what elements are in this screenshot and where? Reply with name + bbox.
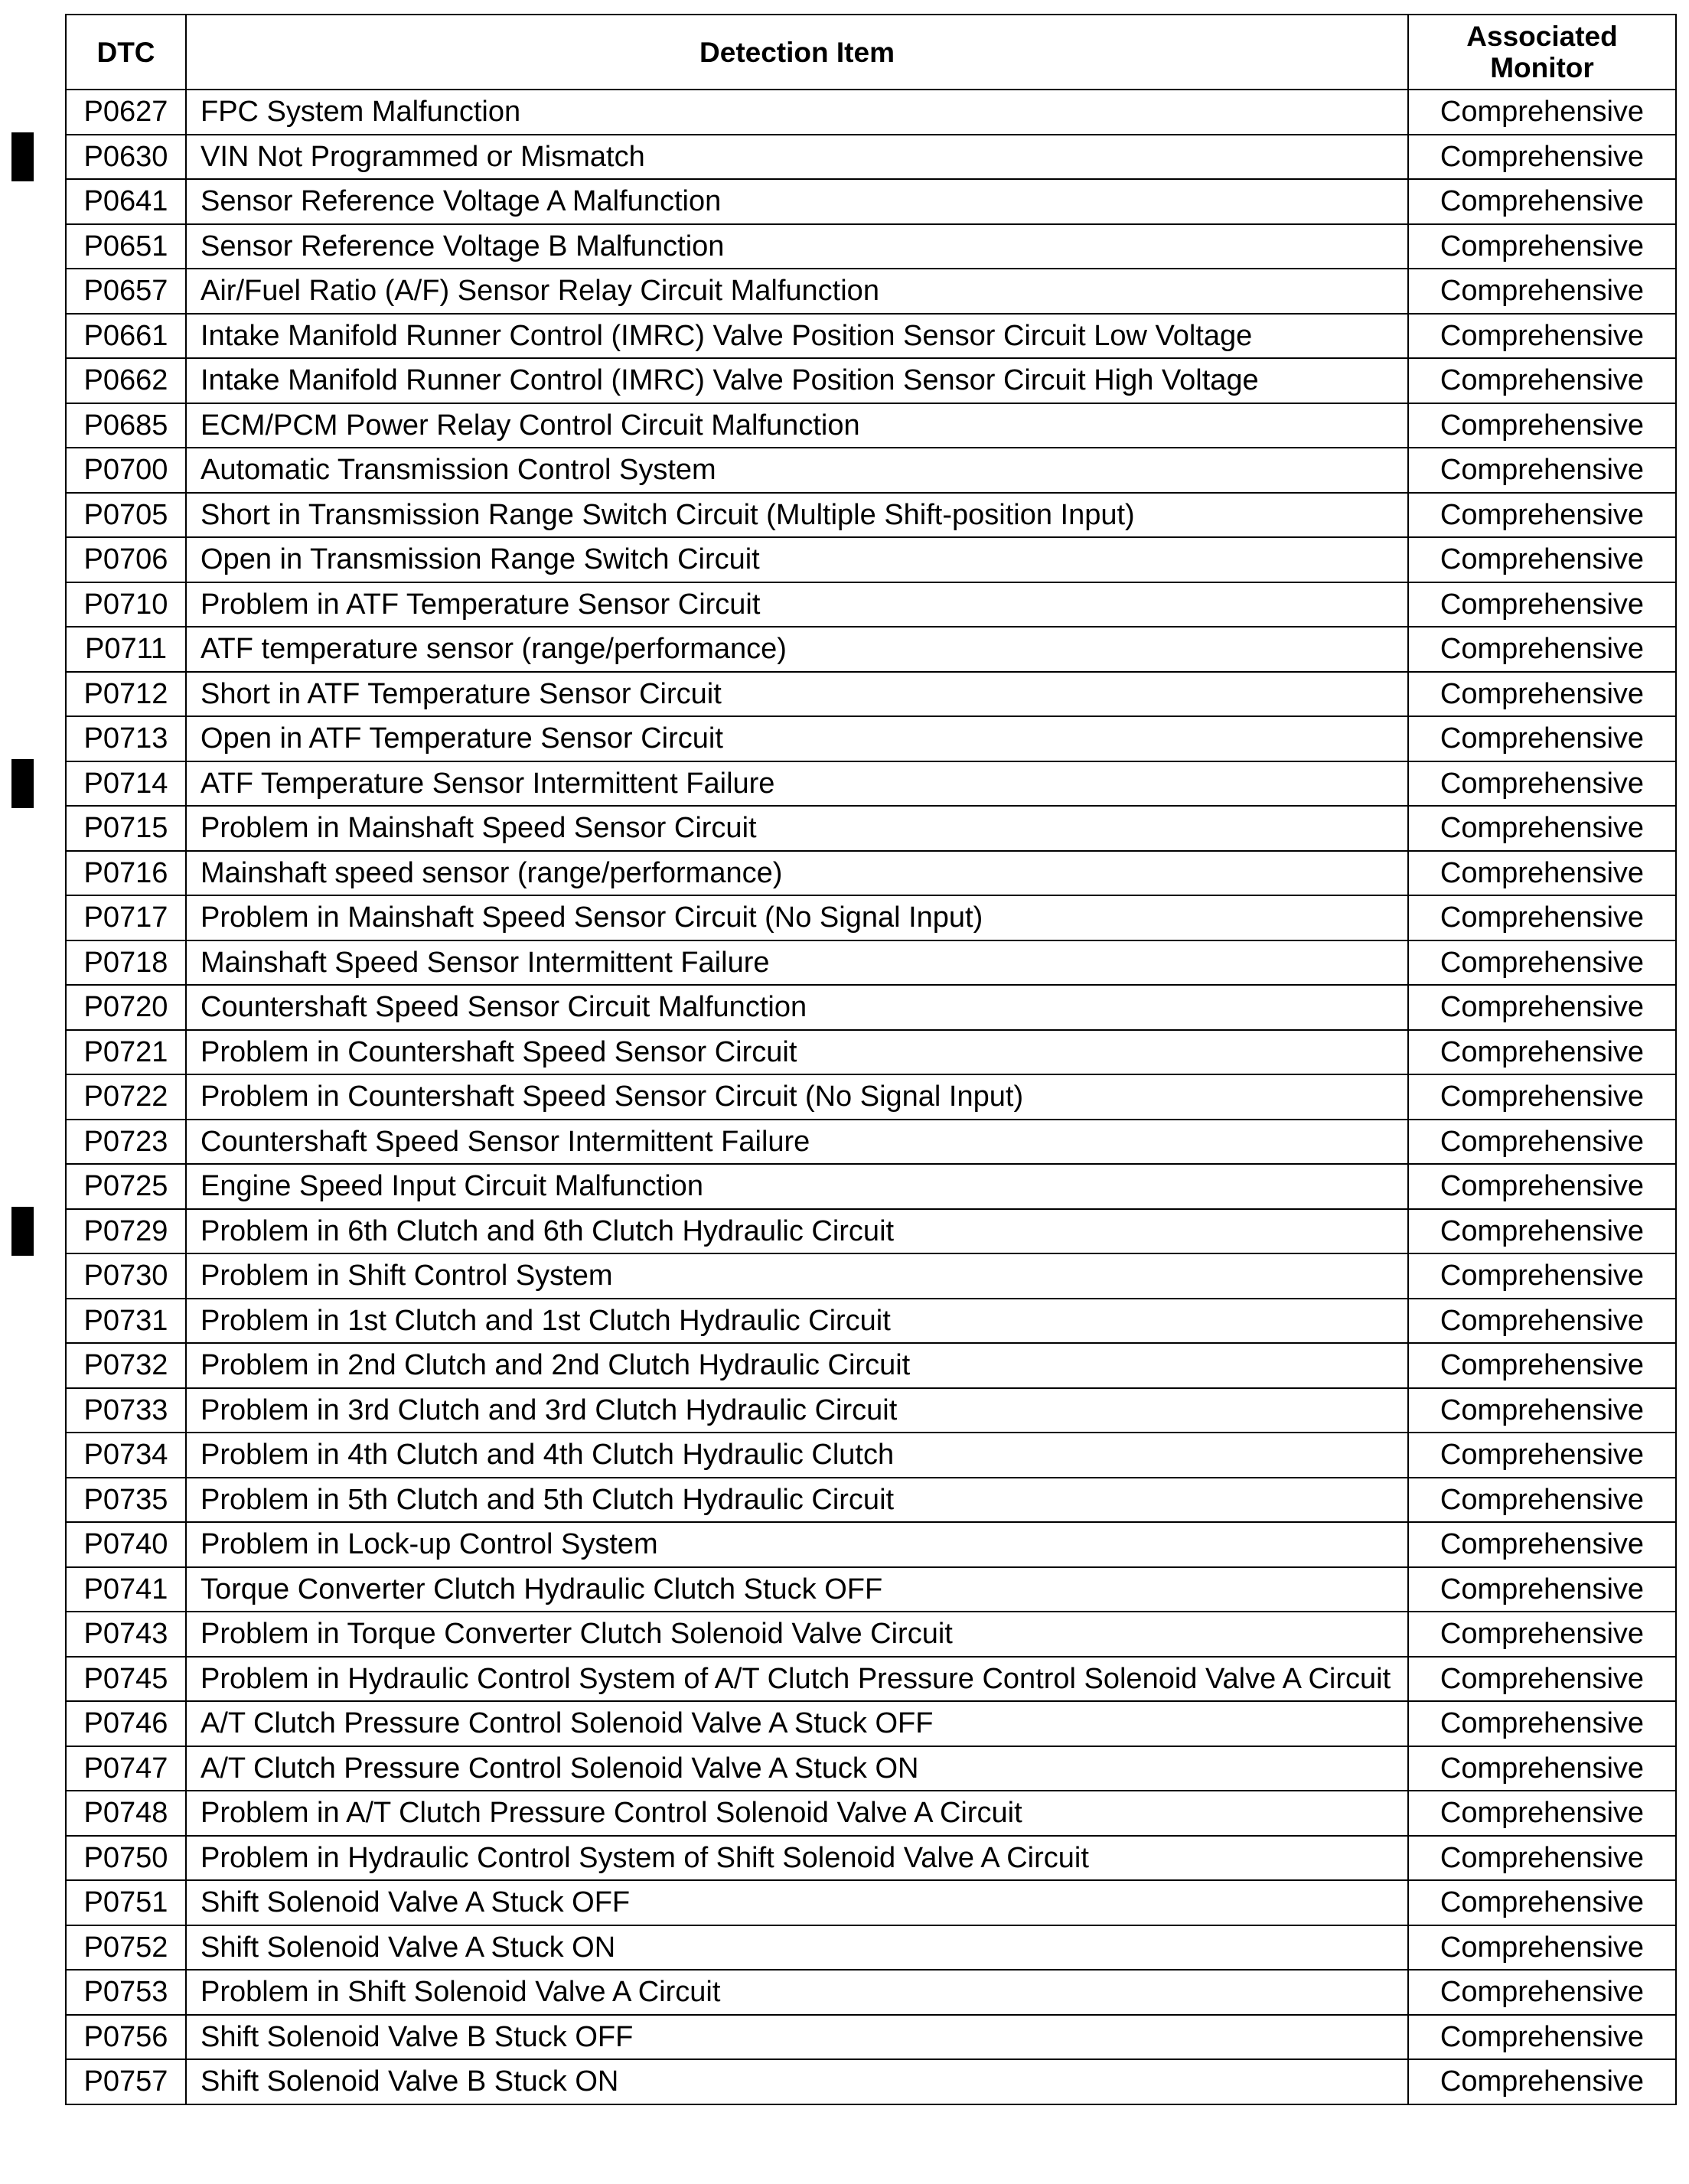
dtc-code: P0717 [66,895,186,940]
detection-item: Sensor Reference Voltage B Malfunction [186,224,1408,269]
associated-monitor: Comprehensive [1408,1522,1676,1567]
associated-monitor: Comprehensive [1408,940,1676,986]
dtc-code: P0657 [66,269,186,314]
dtc-code: P0720 [66,985,186,1030]
dtc-code: P0710 [66,582,186,627]
associated-monitor: Comprehensive [1408,1478,1676,1523]
dtc-code: P0662 [66,358,186,403]
table-row [66,1701,1676,1746]
associated-monitor: Comprehensive [1408,314,1676,359]
dtc-code: P0732 [66,1343,186,1388]
dtc-code: P0716 [66,851,186,896]
table-row [66,940,1676,986]
detection-item: FPC System Malfunction [186,90,1408,135]
dtc-code: P0725 [66,1164,186,1209]
detection-item: Short in ATF Temperature Sensor Circuit [186,672,1408,717]
table-row [66,1164,1676,1209]
associated-monitor: Comprehensive [1408,269,1676,314]
associated-monitor: Comprehensive [1408,1657,1676,1702]
detection-item: Shift Solenoid Valve B Stuck OFF [186,2015,1408,2060]
associated-monitor: Comprehensive [1408,582,1676,627]
detection-item: Problem in Lock-up Control System [186,1522,1408,1567]
table-row [66,135,1676,180]
revision-change-bar [11,1207,34,1256]
detection-item: Open in ATF Temperature Sensor Circuit [186,716,1408,761]
table-row [66,1433,1676,1478]
detection-item: Problem in 5th Clutch and 5th Clutch Hydraulic Circuit [186,1478,1408,1523]
dtc-code: P0747 [66,1746,186,1791]
dtc-code: P0731 [66,1299,186,1344]
associated-monitor: Comprehensive [1408,851,1676,896]
detection-item: Problem in 1st Clutch and 1st Clutch Hydraulic Circuit [186,1299,1408,1344]
table-row [66,403,1676,448]
detection-item: Problem in ATF Temperature Sensor Circuit [186,582,1408,627]
dtc-code: P0685 [66,403,186,448]
table-row [66,179,1676,224]
header-row [66,15,1676,90]
detection-item: Countershaft Speed Sensor Circuit Malfunction [186,985,1408,1030]
table-row [66,1388,1676,1433]
associated-monitor: Comprehensive [1408,1164,1676,1209]
dtc-code: P0757 [66,2059,186,2104]
detection-item: Short in Transmission Range Switch Circuit (Multiple Shift-position Input) [186,493,1408,538]
detection-item: Automatic Transmission Control System [186,448,1408,493]
table-row [66,314,1676,359]
table-row [66,1567,1676,1612]
detection-item: Problem in 4th Clutch and 4th Clutch Hydraulic Clutch [186,1433,1408,1478]
dtc-code: P0722 [66,1074,186,1120]
detection-item: Problem in Mainshaft Speed Sensor Circuit [186,806,1408,851]
dtc-code: P0734 [66,1433,186,1478]
table-row [66,1522,1676,1567]
detection-item: ECM/PCM Power Relay Control Circuit Malfunction [186,403,1408,448]
associated-monitor: Comprehensive [1408,1030,1676,1075]
table-row [66,1925,1676,1970]
dtc-code: P0753 [66,1970,186,2015]
detection-item: Shift Solenoid Valve A Stuck ON [186,1925,1408,1970]
detection-item: ATF Temperature Sensor Intermittent Failure [186,761,1408,807]
associated-monitor: Comprehensive [1408,1209,1676,1254]
dtc-code: P0630 [66,135,186,180]
dtc-code: P0735 [66,1478,186,1523]
detection-item: Mainshaft speed sensor (range/performance) [186,851,1408,896]
table-row [66,1612,1676,1657]
dtc-code: P0752 [66,1925,186,1970]
detection-item: Air/Fuel Ratio (A/F) Sensor Relay Circuit Malfunction [186,269,1408,314]
detection-item: Problem in 3rd Clutch and 3rd Clutch Hydraulic Circuit [186,1388,1408,1433]
detection-item: Shift Solenoid Valve A Stuck OFF [186,1880,1408,1925]
detection-item: Sensor Reference Voltage A Malfunction [186,179,1408,224]
header-detection-item: Detection Item [186,15,1408,90]
associated-monitor: Comprehensive [1408,1612,1676,1657]
table-row [66,537,1676,582]
associated-monitor: Comprehensive [1408,1746,1676,1791]
table-row [66,806,1676,851]
associated-monitor: Comprehensive [1408,2015,1676,2060]
table-row [66,851,1676,896]
dtc-code: P0745 [66,1657,186,1702]
table-row [66,627,1676,672]
associated-monitor: Comprehensive [1408,1253,1676,1299]
detection-item: Problem in Hydraulic Control System of Shift Solenoid Valve A Circuit [186,1836,1408,1881]
associated-monitor: Comprehensive [1408,537,1676,582]
detection-item: Problem in Mainshaft Speed Sensor Circuit (No Signal Input) [186,895,1408,940]
table-row [66,1478,1676,1523]
table-body [66,90,1676,2104]
table-row [66,224,1676,269]
detection-item: Problem in Hydraulic Control System of A/T Clutch Pressure Control Solenoid Valve A Circuit [186,1657,1408,1702]
associated-monitor: Comprehensive [1408,403,1676,448]
table-row [66,1791,1676,1836]
associated-monitor: Comprehensive [1408,806,1676,851]
associated-monitor: Comprehensive [1408,1791,1676,1836]
associated-monitor: Comprehensive [1408,1120,1676,1165]
table-row [66,2015,1676,2060]
dtc-code: P0706 [66,537,186,582]
detection-item: Problem in Countershaft Speed Sensor Circuit (No Signal Input) [186,1074,1408,1120]
table-row [66,761,1676,807]
dtc-code: P0627 [66,90,186,135]
dtc-code: P0741 [66,1567,186,1612]
table-row [66,672,1676,717]
table-row [66,1836,1676,1881]
table-row [66,1074,1676,1120]
table-row [66,1253,1676,1299]
dtc-code: P0715 [66,806,186,851]
dtc-code: P0730 [66,1253,186,1299]
table-row [66,716,1676,761]
table-row [66,1209,1676,1254]
dtc-code: P0705 [66,493,186,538]
associated-monitor: Comprehensive [1408,1388,1676,1433]
table-row [66,493,1676,538]
associated-monitor: Comprehensive [1408,358,1676,403]
table-row [66,985,1676,1030]
associated-monitor: Comprehensive [1408,1567,1676,1612]
dtc-code: P0712 [66,672,186,717]
dtc-code: P0713 [66,716,186,761]
revision-change-bar [11,759,34,808]
dtc-code: P0740 [66,1522,186,1567]
detection-item: Engine Speed Input Circuit Malfunction [186,1164,1408,1209]
table-row [66,1030,1676,1075]
associated-monitor: Comprehensive [1408,761,1676,807]
dtc-code: P0746 [66,1701,186,1746]
header-dtc: DTC [66,15,186,90]
header-associated-monitor [1408,15,1676,90]
detection-item: Torque Converter Clutch Hydraulic Clutch Stuck OFF [186,1567,1408,1612]
associated-monitor: Comprehensive [1408,90,1676,135]
table-row [66,2059,1676,2104]
dtc-code: P0700 [66,448,186,493]
dtc-code: P0751 [66,1880,186,1925]
associated-monitor: Comprehensive [1408,1433,1676,1478]
detection-item: Intake Manifold Runner Control (IMRC) Valve Position Sensor Circuit High Voltage [186,358,1408,403]
associated-monitor: Comprehensive [1408,1836,1676,1881]
table-row [66,448,1676,493]
table-row [66,358,1676,403]
table-header [66,15,1676,90]
table-row [66,1746,1676,1791]
table-row [66,90,1676,135]
associated-monitor: Comprehensive [1408,1074,1676,1120]
dtc-code: P0748 [66,1791,186,1836]
detection-item: Problem in Torque Converter Clutch Solenoid Valve Circuit [186,1612,1408,1657]
associated-monitor: Comprehensive [1408,672,1676,717]
header-monitor-line1: Associated [1466,21,1618,52]
associated-monitor: Comprehensive [1408,1299,1676,1344]
dtc-code: P0723 [66,1120,186,1165]
table-row [66,1299,1676,1344]
associated-monitor: Comprehensive [1408,179,1676,224]
dtc-code: P0711 [66,627,186,672]
associated-monitor: Comprehensive [1408,1880,1676,1925]
dtc-code: P0641 [66,179,186,224]
header-monitor-line2: Monitor [1490,52,1594,83]
dtc-code: P0743 [66,1612,186,1657]
detection-item: A/T Clutch Pressure Control Solenoid Valve A Stuck ON [186,1746,1408,1791]
associated-monitor: Comprehensive [1408,1343,1676,1388]
detection-item: Problem in Shift Control System [186,1253,1408,1299]
table-row [66,895,1676,940]
table-row [66,269,1676,314]
associated-monitor: Comprehensive [1408,493,1676,538]
dtc-code: P0750 [66,1836,186,1881]
table-row [66,1343,1676,1388]
dtc-code: P0733 [66,1388,186,1433]
dtc-code: P0714 [66,761,186,807]
dtc-code: P0756 [66,2015,186,2060]
table-row [66,1880,1676,1925]
associated-monitor: Comprehensive [1408,224,1676,269]
associated-monitor: Comprehensive [1408,716,1676,761]
associated-monitor: Comprehensive [1408,985,1676,1030]
table-row [66,582,1676,627]
detection-item: Problem in A/T Clutch Pressure Control Solenoid Valve A Circuit [186,1791,1408,1836]
dtc-table [65,14,1677,2105]
detection-item: Intake Manifold Runner Control (IMRC) Valve Position Sensor Circuit Low Voltage [186,314,1408,359]
detection-item: Countershaft Speed Sensor Intermittent Failure [186,1120,1408,1165]
detection-item: Problem in 6th Clutch and 6th Clutch Hydraulic Circuit [186,1209,1408,1254]
dtc-code: P0729 [66,1209,186,1254]
table-row [66,1120,1676,1165]
detection-item: Shift Solenoid Valve B Stuck ON [186,2059,1408,2104]
associated-monitor: Comprehensive [1408,1925,1676,1970]
dtc-code: P0718 [66,940,186,986]
dtc-code: P0661 [66,314,186,359]
table-row [66,1970,1676,2015]
associated-monitor: Comprehensive [1408,448,1676,493]
table-row [66,1657,1676,1702]
dtc-code: P0721 [66,1030,186,1075]
detection-item: ATF temperature sensor (range/performance) [186,627,1408,672]
detection-item: VIN Not Programmed or Mismatch [186,135,1408,180]
detection-item: Problem in Shift Solenoid Valve A Circuit [186,1970,1408,2015]
detection-item: A/T Clutch Pressure Control Solenoid Valve A Stuck OFF [186,1701,1408,1746]
revision-change-bar [11,132,34,181]
associated-monitor: Comprehensive [1408,135,1676,180]
associated-monitor: Comprehensive [1408,895,1676,940]
associated-monitor: Comprehensive [1408,2059,1676,2104]
detection-item: Open in Transmission Range Switch Circuit [186,537,1408,582]
associated-monitor: Comprehensive [1408,627,1676,672]
associated-monitor: Comprehensive [1408,1970,1676,2015]
detection-item: Mainshaft Speed Sensor Intermittent Failure [186,940,1408,986]
detection-item: Problem in Countershaft Speed Sensor Circuit [186,1030,1408,1075]
associated-monitor: Comprehensive [1408,1701,1676,1746]
detection-item: Problem in 2nd Clutch and 2nd Clutch Hydraulic Circuit [186,1343,1408,1388]
dtc-code: P0651 [66,224,186,269]
